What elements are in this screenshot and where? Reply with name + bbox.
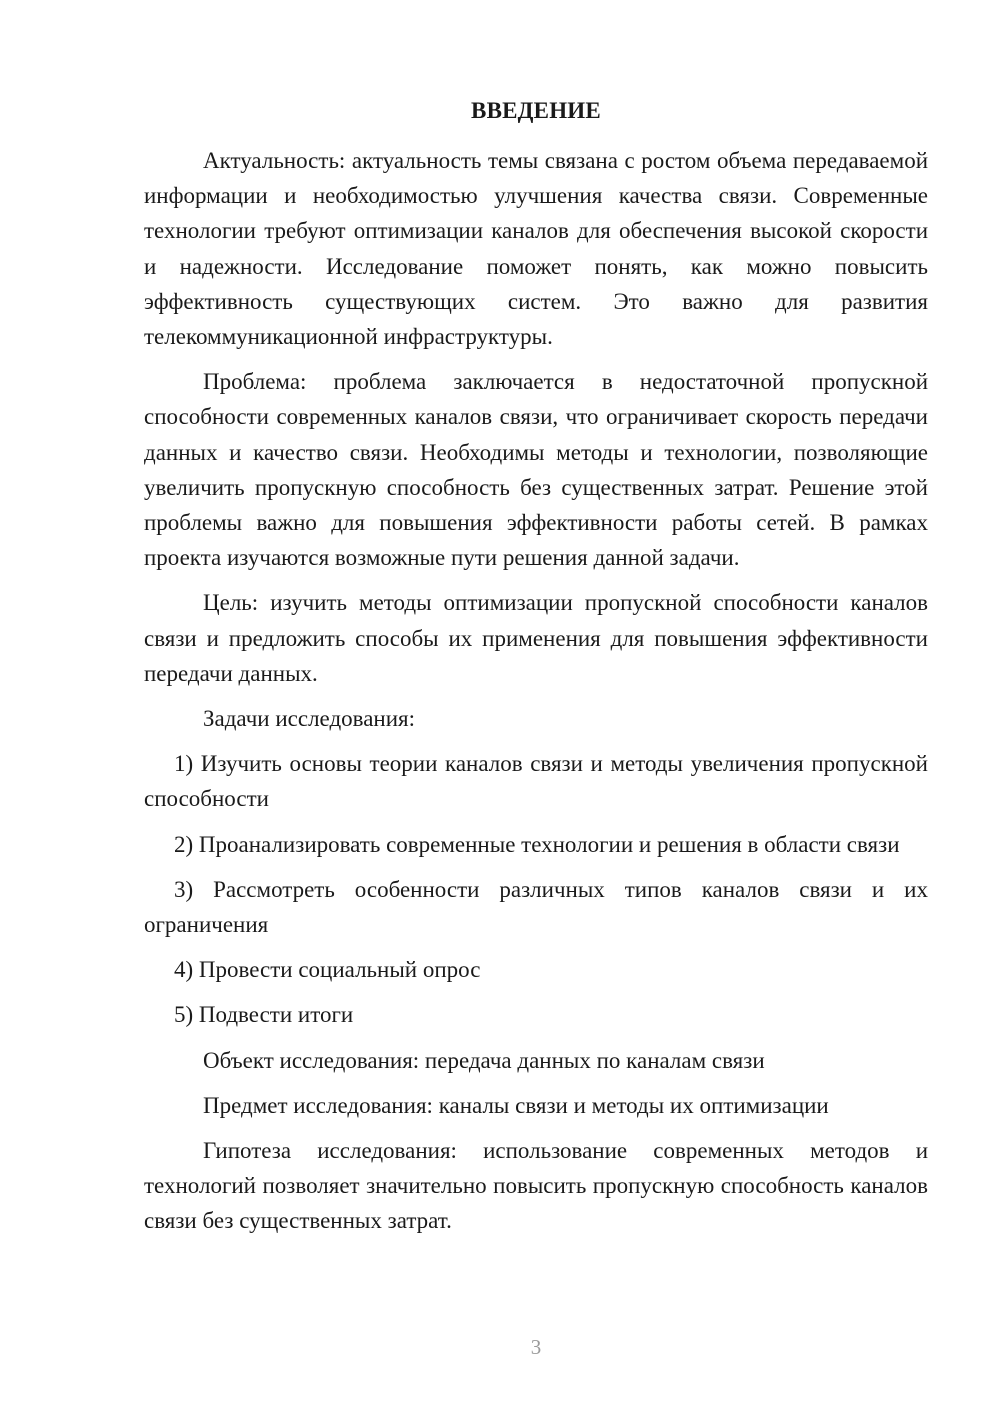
task-item: 2) Проанализировать современные технологии и решения в области связи <box>174 831 900 857</box>
hypothesis-paragraph: Гипотеза исследования: использование современных методов и технологий позволяет значительно повысить пропускную способность каналов связи без существенных затрат. <box>144 1138 928 1234</box>
problem-paragraph: Проблема: проблема заключается в недостаточной пропускной способности современных каналов связи, что ограничивает скорость передачи данных и качество связи. Необходимы методы и технологии, позволяющие увеличить пропускную способность без существенных затрат. Решение этой проблемы важно для повышения эффективности работы сетей. В рамках проекта изучаются возможные пути решения данной задачи. <box>144 369 928 571</box>
tasks-heading: Задачи исследования: <box>203 706 416 732</box>
research-subject: Предмет исследования: каналы связи и методы их оптимизации <box>203 1092 829 1118</box>
task-item: 5) Подвести итоги <box>174 1002 354 1028</box>
task-item: 4) Провести социальный опрос <box>174 957 481 983</box>
relevance-paragraph: Актуальность: актуальность темы связана с ростом объема передаваемой информации и необходимостью улучшения качества связи. Современные технологии требуют оптимизации каналов для обеспечения высокой скорости и надежности. Исследование поможет понять, как можно повысить эффективность существующих систем. Это важно для развития телекоммуникационной инфраструктуры. <box>144 148 928 350</box>
page-title: ВВЕДЕНИЕ <box>471 98 601 123</box>
research-object: Объект исследования: передача данных по каналам связи <box>203 1047 765 1073</box>
page-number: 3 <box>530 1335 542 1359</box>
task-item: 3) Рассмотреть особенности различных типов каналов связи и их ограничения <box>144 876 928 938</box>
goal-paragraph: Цель: изучить методы оптимизации пропускной способности каналов связи и предложить способы их применения для повышения эффективности передачи данных. <box>144 590 928 686</box>
document-body <box>144 143 928 1249</box>
task-item: 1) Изучить основы теории каналов связи и методы увеличения пропускной способности <box>144 751 928 812</box>
